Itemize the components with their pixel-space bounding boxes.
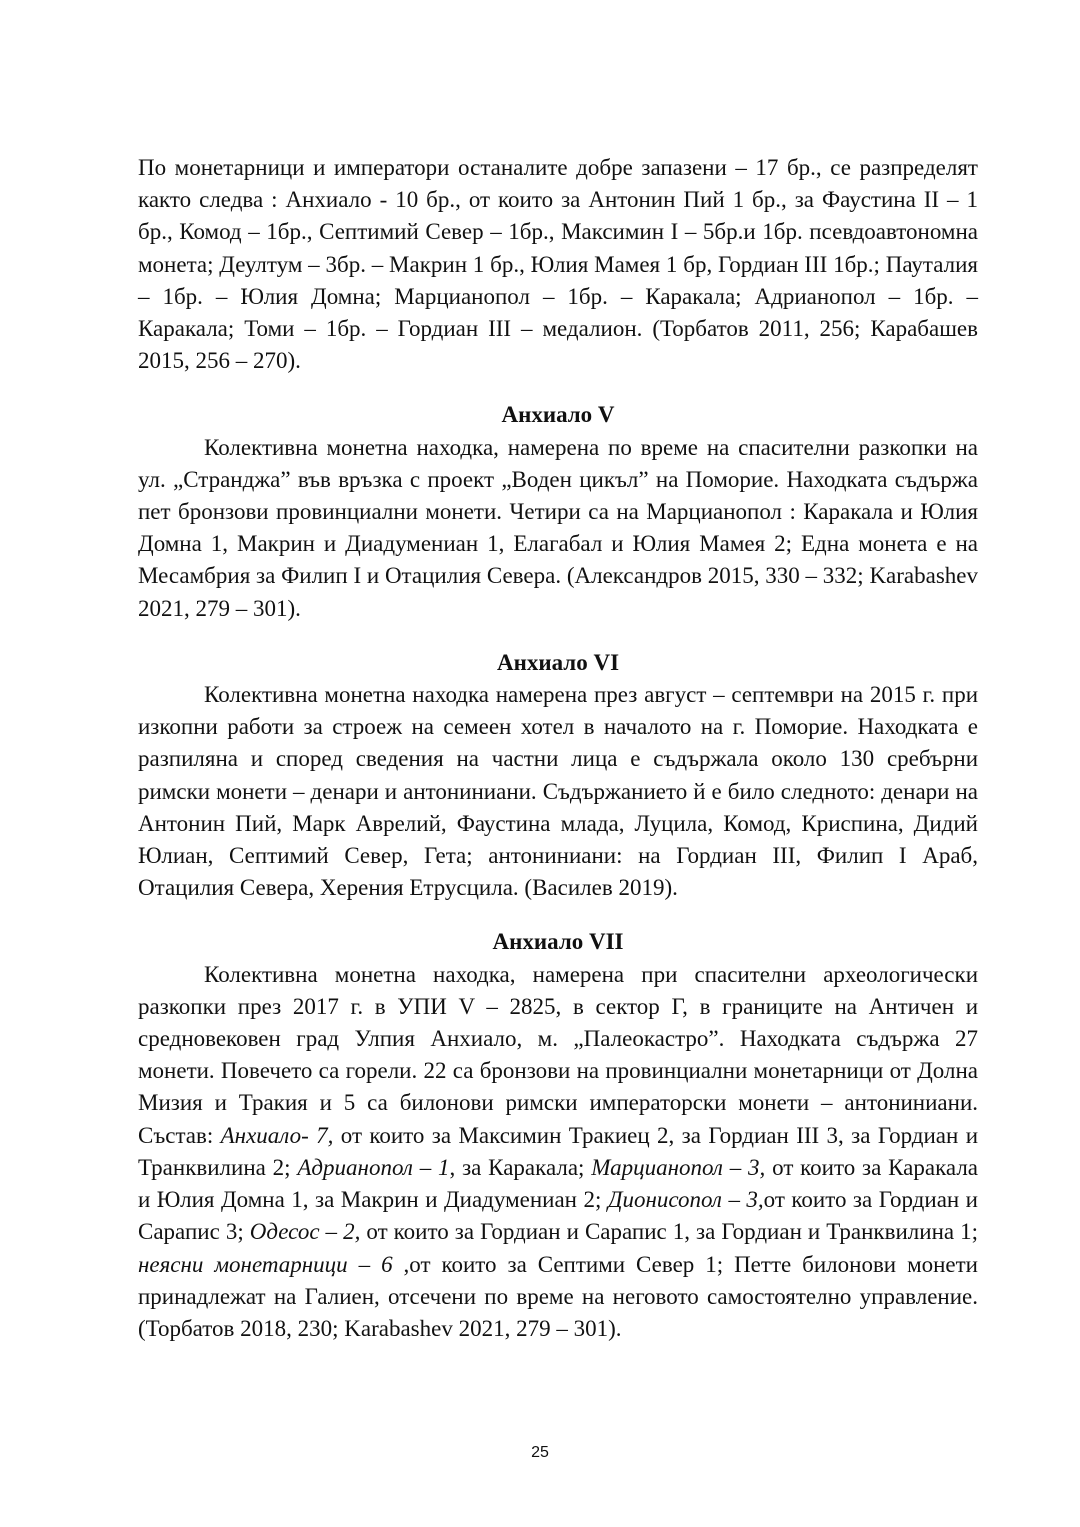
page-body <box>138 152 978 1345</box>
section-heading: Анхиало V <box>501 402 615 428</box>
mint-name-italic: неясни монетарници – 6 <box>138 1251 393 1277</box>
section-anhialo-vi <box>138 647 978 905</box>
section-heading: Анхиало VII <box>492 929 624 955</box>
section-paragraph: Колективна монетна находка намерена през август – септември на 2015 г. при изкопни работи за строеж на семеен хотел в началото на г. Поморие. Находката е разпиляна и според сведения на частни лица е съдържала около 130 сребърни римски монети – денари и антониниани. Съдържанието й е било следното: денари на Антонин Пий, Марк Аврелий, Фаустина млада, Луцила, Комод, Криспина, Дидий Юлиан, Септимий Север, Гета; антониниани: на Гордиан III, Филип I Араб, Отацилия Севера, Херения Етрусцила. (Василев 2019). <box>138 682 978 901</box>
section-paragraph <box>138 959 978 1345</box>
mint-name-italic: Дионисопол – 3, <box>607 1187 764 1213</box>
mint-name-italic: Анхиало- 7, <box>220 1122 334 1148</box>
mint-name-italic: Марцианопол – 3, <box>591 1154 766 1180</box>
intro-section <box>138 152 978 377</box>
section-anhialo-v <box>138 399 978 624</box>
mint-name-italic: Адрианопол – 1 <box>297 1154 450 1180</box>
text-run: от които за Гордиан и Сарапис 1, за Гордиан и Транквилина 1; <box>360 1219 979 1245</box>
text-run: , за Каракала; <box>449 1154 592 1180</box>
text-run: ,от които за Септими Север 1; Петте билонови монети принадлежат на Галиен, отсечени по време на неговото самостоятелно управление. (Торбатов 2018, 230; Karabashev 2021, 279 – 301). <box>138 1251 978 1341</box>
mint-name-italic: Одесос – 2, <box>249 1219 361 1245</box>
text-run: Колективна монетна находка, намерена при спасителни археологически разкопки през 2017 г. в УПИ V – 2825, в сектор Г, в границите на Античен и средновековен град Улпия Анхиало, м. „Палеокастро”. Находката съдържа 27 монети. Повечето са горели. 22 са бронзови на провинциални монетарници от Долна Мизия и Тракия и 5 са билонови римски императорски монети – антониниани. Състав: <box>138 961 978 1148</box>
section-anhialo-vii <box>138 926 978 1345</box>
page-number: 25 <box>531 1444 549 1461</box>
text-run: от които за Каракала и Юлия Домна 1, за Макрин и Диадумениан 2; <box>138 1154 979 1213</box>
intro-paragraph: По монетарници и императори останалите добре запазени – 17 бр., се разпределят както следва : Анхиало - 10 бр., от които за Антонин Пий 1 бр., за Фаустина II – 1 бр., Комод – 1бр., Септимий Север – 1бр., Максимин I – 5бр.и 1бр. псевдоавтономна монета; Деултум – 3бр. – Макрин 1 бр., Юлия Мамея 1 бр, Гордиан III 1бр.; Пауталия – 1бр. – Юлия Домна; Марцианопол – 1бр. – Каракала; Адрианопол – 1бр. – Каракала; Томи – 1бр. – Гордиан III – медалион. (Торбатов 2011, 256; Карабашев 2015, 256 – 270). <box>138 155 978 374</box>
text-run: от които за Максимин Тракиец 2, за Гордиан III 3, за Гордиан и Транквилина 2; <box>138 1122 979 1180</box>
text-run: от които за Гордиан и Сарапис 3; <box>138 1187 978 1245</box>
section-heading: Анхиало VI <box>496 649 620 675</box>
section-paragraph: Колективна монетна находка, намерена по време на спасителни разкопки на ул. „Странджа” във връзка с проект „Воден цикъл” на Поморие. Находката съдържа пет бронзови провинциални монети. Четири са на Марцианопол : Каракала и Юлия Домна 1, Макрин и Диадумениан 1, Елагабал и Юлия Мамея 2; Една монета е на Месамбрия за Филип I и Отацилия Севера. (Александров 2015, 330 – 332; Karabashev 2021, 279 – 301). <box>138 434 978 621</box>
